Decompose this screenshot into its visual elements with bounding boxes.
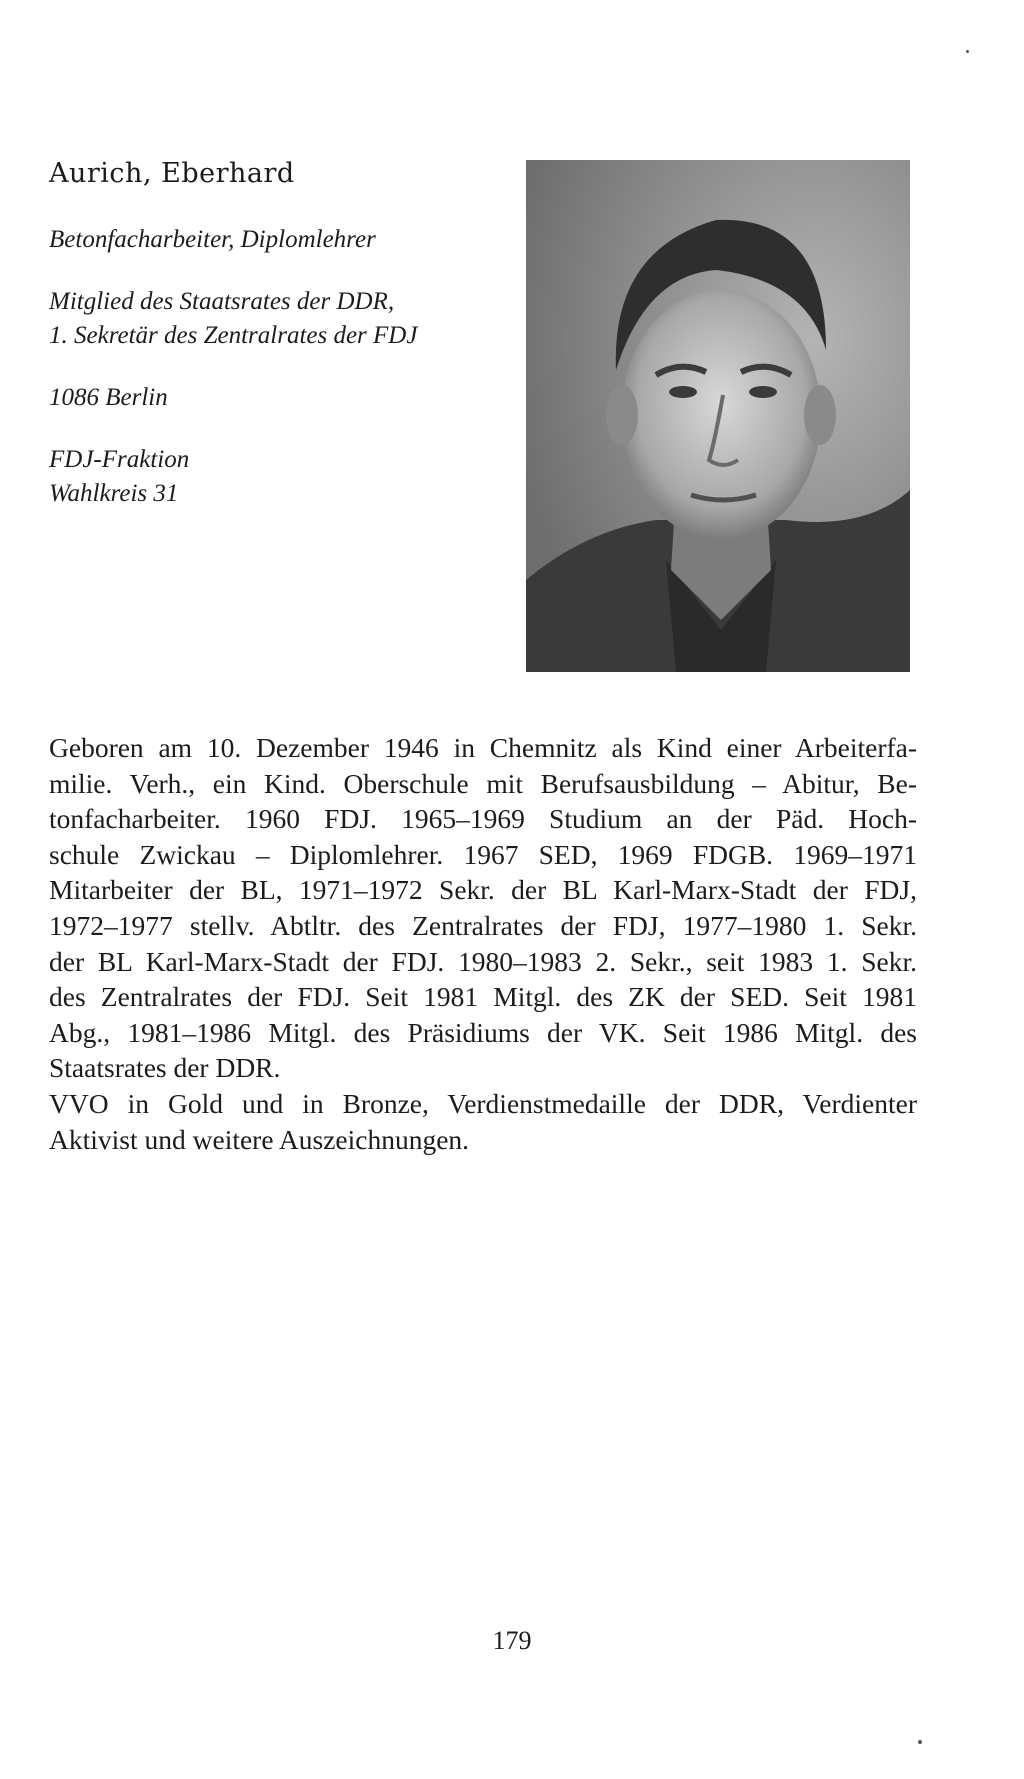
portrait-image [526,160,910,672]
biography-line: tonfacharbeiter. 1960 FDJ. 1965–1969 Studium an der Päd. Hoch- [49,803,917,835]
position-1: Mitglied des Staatsrates der DDR, [49,288,395,315]
biography-line: Aktivist und weitere Auszeichnungen. [49,1123,470,1155]
biography-line: 1972–1977 stellv. Abtltr. des Zentralrates der FDJ, 1977–1980 1. Sekr. [49,909,917,941]
biography-line: der BL Karl-Marx-Stadt der FDJ. 1980–1983 2. Sekr., seit 1983 1. Sekr. [49,945,917,977]
biography-line: Geboren am 10. Dezember 1946 in Chemnitz als Kind einer Arbeiterfa- [49,732,917,763]
biography [49,730,917,1157]
biography-line: VVO in Gold und in Bronze, Verdienstmedaille der DDR, Verdienter [49,1087,917,1119]
position-2: 1. Sekretär des Zentralrates der FDJ [49,322,418,349]
biography-line: des Zentralrates der FDJ. Seit 1981 Mitgl. des ZK der SED. Seit 1981 [49,981,917,1013]
biography-line: schule Zwickau – Diplomlehrer. 1967 SED, 1969 FDGB. 1969–1971 [49,838,917,870]
entry-name: Aurich, Eberhard [49,158,295,189]
biography-line: milie. Verh., ein Kind. Oberschule mit Berufsausbildung – Abitur, Be- [49,767,917,799]
biography-line: Abg., 1981–1986 Mitgl. des Präsidiums der VK. Seit 1986 Mitgl. des [49,1016,917,1048]
biography-line: Mitarbeiter der BL, 1971–1972 Sekr. der BL Karl-Marx-Stadt der FDJ, [49,874,917,906]
scan-speck [966,50,969,53]
biography-line: Staatsrates der DDR. [49,1052,281,1084]
page-number: 179 [492,1626,532,1655]
faction: FDJ-Fraktion [49,446,190,473]
portrait-photo [526,160,910,672]
profession: Betonfacharbeiter, Diplomlehrer [49,226,376,253]
scan-speck [918,1740,922,1744]
location: 1086 Berlin [49,384,168,411]
constituency: Wahlkreis 31 [49,480,179,507]
